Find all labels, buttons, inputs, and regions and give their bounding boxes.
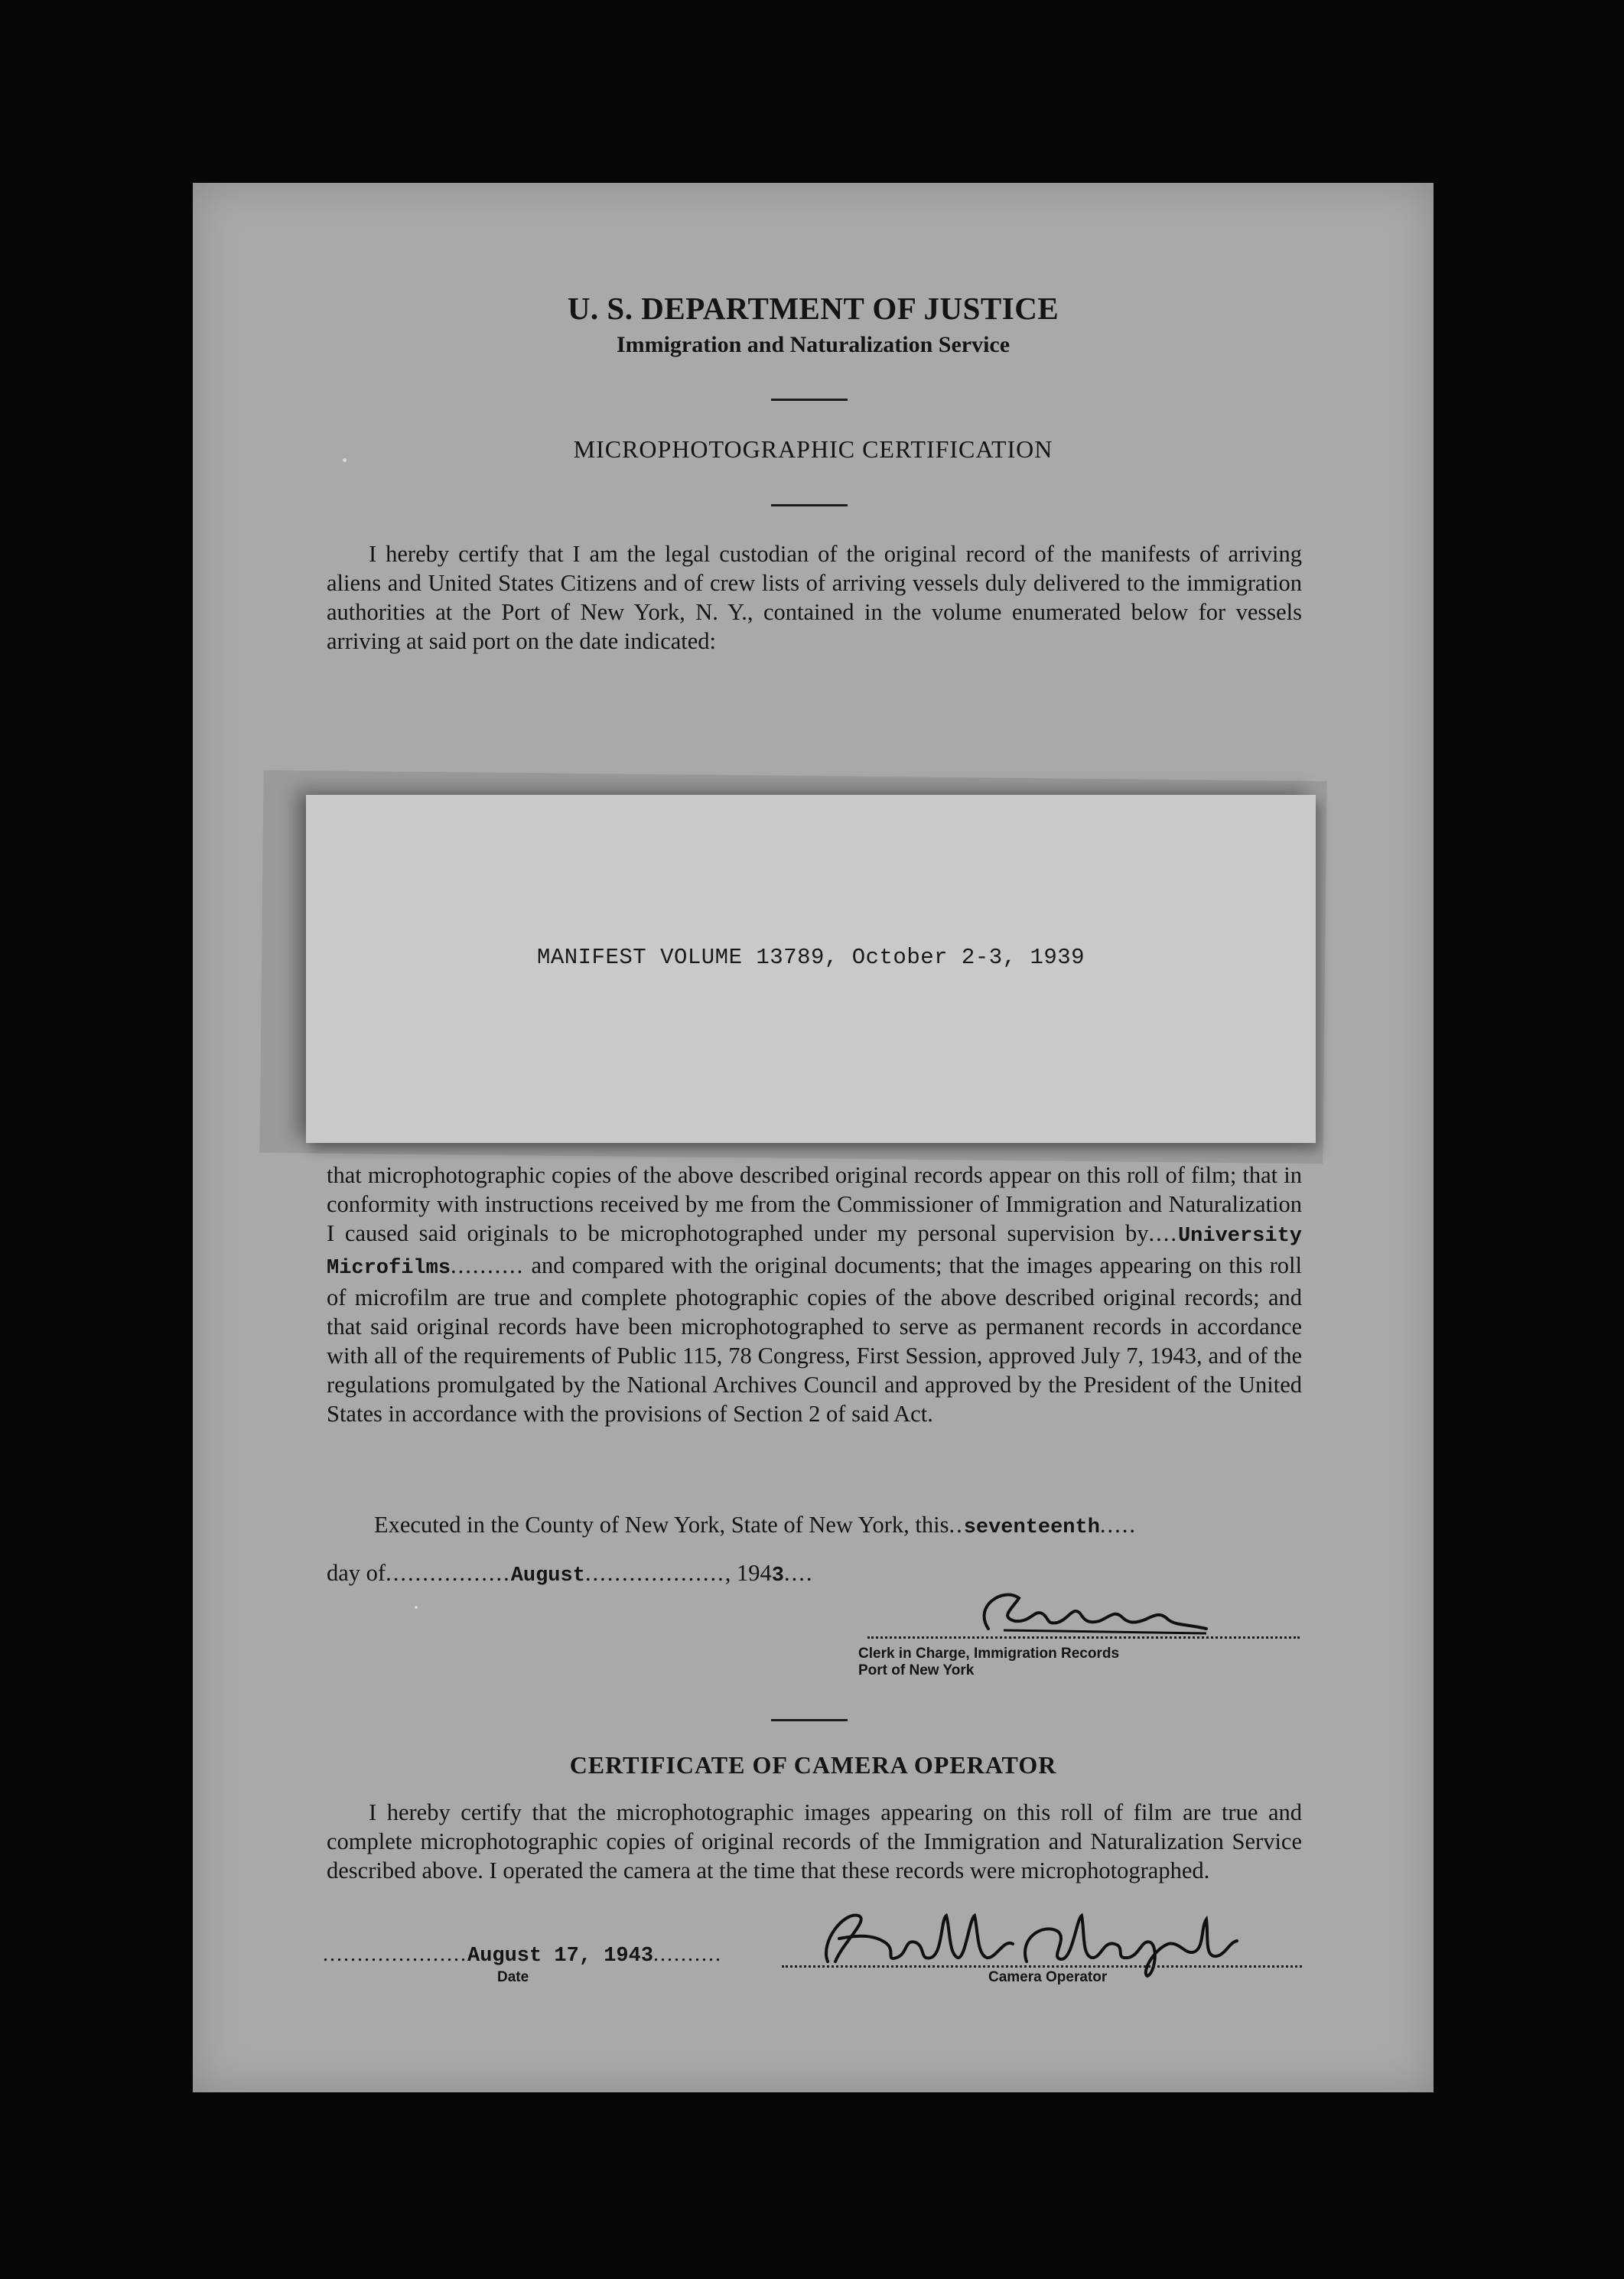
date-typed: August 17, 1943 [467,1945,654,1968]
intro-text: I hereby certify that I am the legal custodian of the original record of the manifests of arriving aliens and United States Citizens and of crew lists of arriving vessels duly delivered to the immigration authorities at the Port of New York, N. Y., contained in the volume enumerated below for vessels arriving at said port on the date indicated: [327,541,1302,654]
main-text-a: that microphotographic copies of the above described original records appear on this roll of film; that in conformity with instructions received by me from the Commissioner of Immigration and Naturalization I caused said originals to be microphotographed under my personal supervision by [327,1162,1302,1246]
intro-paragraph [327,539,1302,656]
film-speck [415,1606,418,1609]
clerk-title-line1: Clerk in Charge, Immigration Records [858,1646,1120,1662]
date-label: Date [497,1969,529,1985]
month-typed: August [510,1564,585,1587]
clerk-signature [958,1575,1210,1644]
clerk-signature-line [867,1635,1300,1639]
executed-line: Executed in the County of New York, State of New York, this..seventeenth..... [374,1512,1137,1539]
supervisor-typed: University Microfilms [327,1225,1302,1280]
day-of-label: day of [327,1560,386,1586]
camera-operator-signature-line [782,1964,1302,1968]
camera-paragraph [327,1798,1302,1885]
camera-operator-label: Camera Operator [988,1969,1108,1985]
day-of-line: day of.................August..................., 1943.... [327,1560,814,1587]
executed-prefix: Executed in the County of New York, State of New York, this [374,1512,949,1538]
date-line: .....................August 17, 1943.......... [323,1942,723,1968]
main-paragraph: that microphotographic copies of the above described original records appear on this roll of film; that in conformity with instructions received by me from the Commissioner of Immigration and Naturalization I caused said originals to be microphotographed under my personal supervision by....University Microfilms.......... and compared with the original documents; that the images appearing on this roll of microfilm are true and complete photographic copies of the above described original records; and that said original records have been microphotographed to serve as permanent records in accordance with all of the requirements of Public 115, 78 Congress, First Session, approved July 7, 1943, and of the regulations promulgated by the National Archives Council and approved by the President of the United States in accordance with the provisions of Section 2 of said Act. [327,1162,1302,1427]
divider-rule [771,504,848,506]
divider-rule [771,399,848,401]
manifest-slip [306,795,1316,1143]
manifest-volume-text: MANIFEST VOLUME 13789, October 2-3, 1939 [536,945,1085,970]
camera-operator-signature [812,1896,1241,1981]
camera-operator-title: CERTIFICATE OF CAMERA OPERATOR [569,1751,1057,1779]
camera-text: I hereby certify that the microphotographic images appearing on this roll of film are true and complete microphotographic copies of original records of the Immigration and Naturalization Service described above. I operated the camera at the time that these records were microphotographed. [327,1799,1302,1883]
certificate-sheet [193,183,1434,2092]
service-subtitle: Immigration and Naturalization Service [616,332,1011,357]
clerk-title [858,1646,1119,1679]
year-prefix: , 194 [724,1560,772,1586]
main-text-b: and compared with the original documents; that the images appearing on this roll of microfilm are true and complete photographic copies of the above described original records; and that said original records have been microphotographed to serve as permanent records in accordance with all of the requirements of Public 115, 78 Congress, First Session, approved July 7, 1943, and of the regulations promulgated by the National Archives Council and approved by the President of the United States in accordance with the provisions of Section 2 of said Act. [327,1252,1302,1427]
film-speck [343,458,347,462]
year-digit-typed: 3 [771,1564,784,1587]
certification-title: MICROPHOTOGRAPHIC CERTIFICATION [573,435,1053,463]
executed-day-typed: seventeenth [963,1516,1100,1539]
divider-rule [771,1719,848,1721]
department-title: U. S. DEPARTMENT OF JUSTICE [567,291,1059,326]
clerk-title-line2: Port of New York [858,1662,975,1678]
